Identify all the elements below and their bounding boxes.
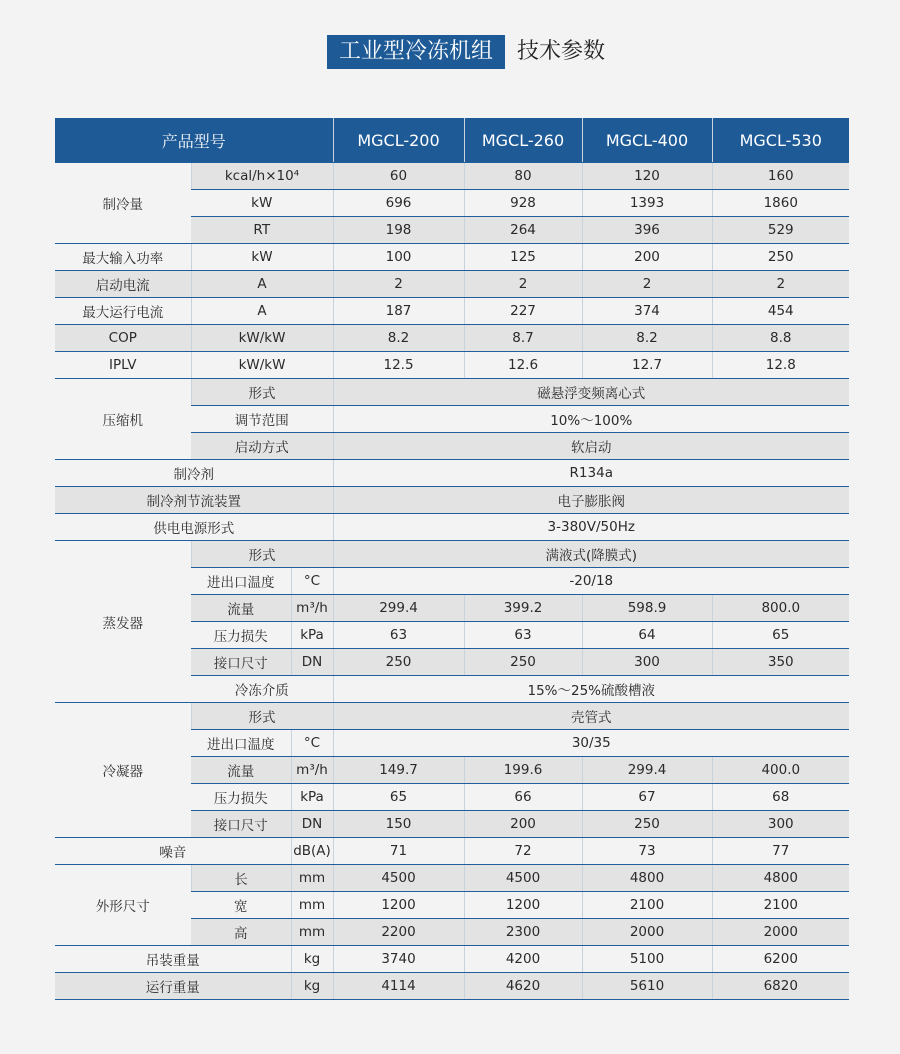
value-cell: 66	[464, 784, 582, 811]
value-cell: 65	[333, 784, 464, 811]
value-cell: 4200	[464, 946, 582, 973]
table-row	[55, 514, 849, 541]
value-cell: 250	[582, 811, 712, 838]
unit-cell: kPa	[291, 622, 333, 649]
row-label: 制冷量	[55, 163, 191, 244]
value-cell: 2300	[464, 919, 582, 946]
unit-cell: mm	[291, 892, 333, 919]
sub-label: 启动方式	[191, 433, 333, 460]
value-cell: 598.9	[582, 595, 712, 622]
row-label: 制冷剂	[55, 460, 333, 487]
value-cell: 65	[712, 622, 849, 649]
value-cell: 12.6	[464, 352, 582, 379]
value-cell: 60	[333, 163, 464, 190]
row-label: COP	[55, 325, 191, 352]
table-row	[55, 487, 849, 514]
span-value: 满液式(降膜式)	[333, 541, 849, 568]
value-cell: 5100	[582, 946, 712, 973]
value-cell: 374	[582, 298, 712, 325]
row-label: 最大运行电流	[55, 298, 191, 325]
value-cell: 199.6	[464, 757, 582, 784]
value-cell: 160	[712, 163, 849, 190]
table-row	[55, 325, 849, 352]
value-cell: 400.0	[712, 757, 849, 784]
unit-cell: mm	[291, 919, 333, 946]
value-cell: 250	[333, 649, 464, 676]
span-value: 壳管式	[333, 703, 849, 730]
sub-label: 接口尺寸	[191, 649, 291, 676]
unit-cell: kW/kW	[191, 352, 333, 379]
table-row	[55, 460, 849, 487]
value-cell: 399.2	[464, 595, 582, 622]
value-cell: 71	[333, 838, 464, 865]
row-label: IPLV	[55, 352, 191, 379]
sub-label: 高	[191, 919, 291, 946]
table-row	[55, 838, 849, 865]
row-label: 最大输入功率	[55, 244, 191, 271]
value-cell: 350	[712, 649, 849, 676]
span-value: 10%～100%	[333, 406, 849, 433]
value-cell: 198	[333, 217, 464, 244]
value-cell: 2	[333, 271, 464, 298]
sub-label: 流量	[191, 595, 291, 622]
value-cell: 80	[464, 163, 582, 190]
value-cell: 5610	[582, 973, 712, 1000]
table-row	[55, 244, 849, 271]
value-cell: 1393	[582, 190, 712, 217]
span-value: 15%～25%硫酸槽液	[333, 676, 849, 703]
value-cell: 73	[582, 838, 712, 865]
unit-cell: kPa	[291, 784, 333, 811]
sub-label: 形式	[191, 541, 333, 568]
table-row	[55, 352, 849, 379]
value-cell: 800.0	[712, 595, 849, 622]
value-cell: 454	[712, 298, 849, 325]
value-cell: 67	[582, 784, 712, 811]
value-cell: 125	[464, 244, 582, 271]
sub-label: 压力损失	[191, 622, 291, 649]
value-cell: 63	[464, 622, 582, 649]
value-cell: 6820	[712, 973, 849, 1000]
sub-label: 冷冻介质	[191, 676, 333, 703]
header-model: MGCL-200	[333, 118, 464, 163]
unit-cell: DN	[291, 811, 333, 838]
value-cell: 2	[464, 271, 582, 298]
value-cell: 2	[582, 271, 712, 298]
value-cell: 1200	[464, 892, 582, 919]
value-cell: 12.7	[582, 352, 712, 379]
page-title	[327, 35, 605, 69]
row-label: 供电电源形式	[55, 514, 333, 541]
value-cell: 68	[712, 784, 849, 811]
header-model: MGCL-400	[582, 118, 712, 163]
value-cell: 72	[464, 838, 582, 865]
value-cell: 299.4	[333, 595, 464, 622]
value-cell: 200	[582, 244, 712, 271]
sub-label: 压力损失	[191, 784, 291, 811]
span-value: -20/18	[333, 568, 849, 595]
unit-cell: A	[191, 298, 333, 325]
value-cell: 1860	[712, 190, 849, 217]
value-cell: 250	[464, 649, 582, 676]
value-cell: 8.2	[333, 325, 464, 352]
header-model: MGCL-260	[464, 118, 582, 163]
sub-label: 接口尺寸	[191, 811, 291, 838]
value-cell: 4500	[464, 865, 582, 892]
row-label: 启动电流	[55, 271, 191, 298]
unit-cell: kcal/h×10⁴	[191, 163, 333, 190]
title-highlight: 工业型冷冻机组	[327, 35, 505, 69]
table-row	[55, 703, 849, 730]
value-cell: 4620	[464, 973, 582, 1000]
value-cell: 696	[333, 190, 464, 217]
sub-label: 形式	[191, 379, 333, 406]
value-cell: 77	[712, 838, 849, 865]
sub-label: 形式	[191, 703, 333, 730]
value-cell: 100	[333, 244, 464, 271]
header-row	[55, 118, 849, 163]
value-cell: 12.5	[333, 352, 464, 379]
sub-label: 进出口温度	[191, 568, 291, 595]
value-cell: 300	[582, 649, 712, 676]
value-cell: 8.2	[582, 325, 712, 352]
unit-cell: dB(A)	[291, 838, 333, 865]
span-value: 电子膨胀阀	[333, 487, 849, 514]
value-cell: 2000	[582, 919, 712, 946]
value-cell: 63	[333, 622, 464, 649]
table-row	[55, 973, 849, 1000]
value-cell: 187	[333, 298, 464, 325]
span-value: 磁悬浮变频离心式	[333, 379, 849, 406]
value-cell: 3740	[333, 946, 464, 973]
row-label: 吊装重量	[55, 946, 291, 973]
value-cell: 4800	[582, 865, 712, 892]
value-cell: 64	[582, 622, 712, 649]
unit-cell: DN	[291, 649, 333, 676]
value-cell: 2000	[712, 919, 849, 946]
value-cell: 928	[464, 190, 582, 217]
header-label: 产品型号	[55, 118, 333, 163]
row-label: 制冷剂节流装置	[55, 487, 333, 514]
unit-cell: kg	[291, 973, 333, 1000]
unit-cell: A	[191, 271, 333, 298]
span-value: R134a	[333, 460, 849, 487]
unit-cell: kg	[291, 946, 333, 973]
unit-cell: °C	[291, 568, 333, 595]
value-cell: 4114	[333, 973, 464, 1000]
table-row	[55, 379, 849, 406]
value-cell: 300	[712, 811, 849, 838]
value-cell: 120	[582, 163, 712, 190]
value-cell: 264	[464, 217, 582, 244]
row-label: 运行重量	[55, 973, 291, 1000]
sub-label: 进出口温度	[191, 730, 291, 757]
value-cell: 8.8	[712, 325, 849, 352]
value-cell: 2	[712, 271, 849, 298]
span-value: 软启动	[333, 433, 849, 460]
row-label: 冷凝器	[55, 703, 191, 838]
row-label: 外形尺寸	[55, 865, 191, 946]
value-cell: 396	[582, 217, 712, 244]
sub-label: 调节范围	[191, 406, 333, 433]
sub-label: 宽	[191, 892, 291, 919]
table-row	[55, 271, 849, 298]
value-cell: 2200	[333, 919, 464, 946]
value-cell: 4800	[712, 865, 849, 892]
value-cell: 529	[712, 217, 849, 244]
value-cell: 250	[712, 244, 849, 271]
value-cell: 149.7	[333, 757, 464, 784]
unit-cell: mm	[291, 865, 333, 892]
value-cell: 1200	[333, 892, 464, 919]
title-rest: 技术参数	[517, 39, 606, 64]
value-cell: 12.8	[712, 352, 849, 379]
table-row	[55, 865, 849, 892]
unit-cell: °C	[291, 730, 333, 757]
table-row	[55, 163, 849, 190]
span-value: 30/35	[333, 730, 849, 757]
row-label: 压缩机	[55, 379, 191, 460]
value-cell: 8.7	[464, 325, 582, 352]
value-cell: 227	[464, 298, 582, 325]
value-cell: 200	[464, 811, 582, 838]
unit-cell: RT	[191, 217, 333, 244]
span-value: 3-380V/50Hz	[333, 514, 849, 541]
value-cell: 4500	[333, 865, 464, 892]
table-row	[55, 541, 849, 568]
unit-cell: kW	[191, 244, 333, 271]
value-cell: 299.4	[582, 757, 712, 784]
spec-table	[55, 118, 849, 1000]
value-cell: 2100	[712, 892, 849, 919]
unit-cell: m³/h	[291, 757, 333, 784]
table-row	[55, 946, 849, 973]
sub-label: 流量	[191, 757, 291, 784]
row-label: 蒸发器	[55, 541, 191, 703]
sub-label: 长	[191, 865, 291, 892]
value-cell: 6200	[712, 946, 849, 973]
header-model: MGCL-530	[712, 118, 849, 163]
table-row	[55, 298, 849, 325]
unit-cell: m³/h	[291, 595, 333, 622]
row-label: 噪音	[55, 838, 291, 865]
value-cell: 150	[333, 811, 464, 838]
unit-cell: kW	[191, 190, 333, 217]
unit-cell: kW/kW	[191, 325, 333, 352]
value-cell: 2100	[582, 892, 712, 919]
